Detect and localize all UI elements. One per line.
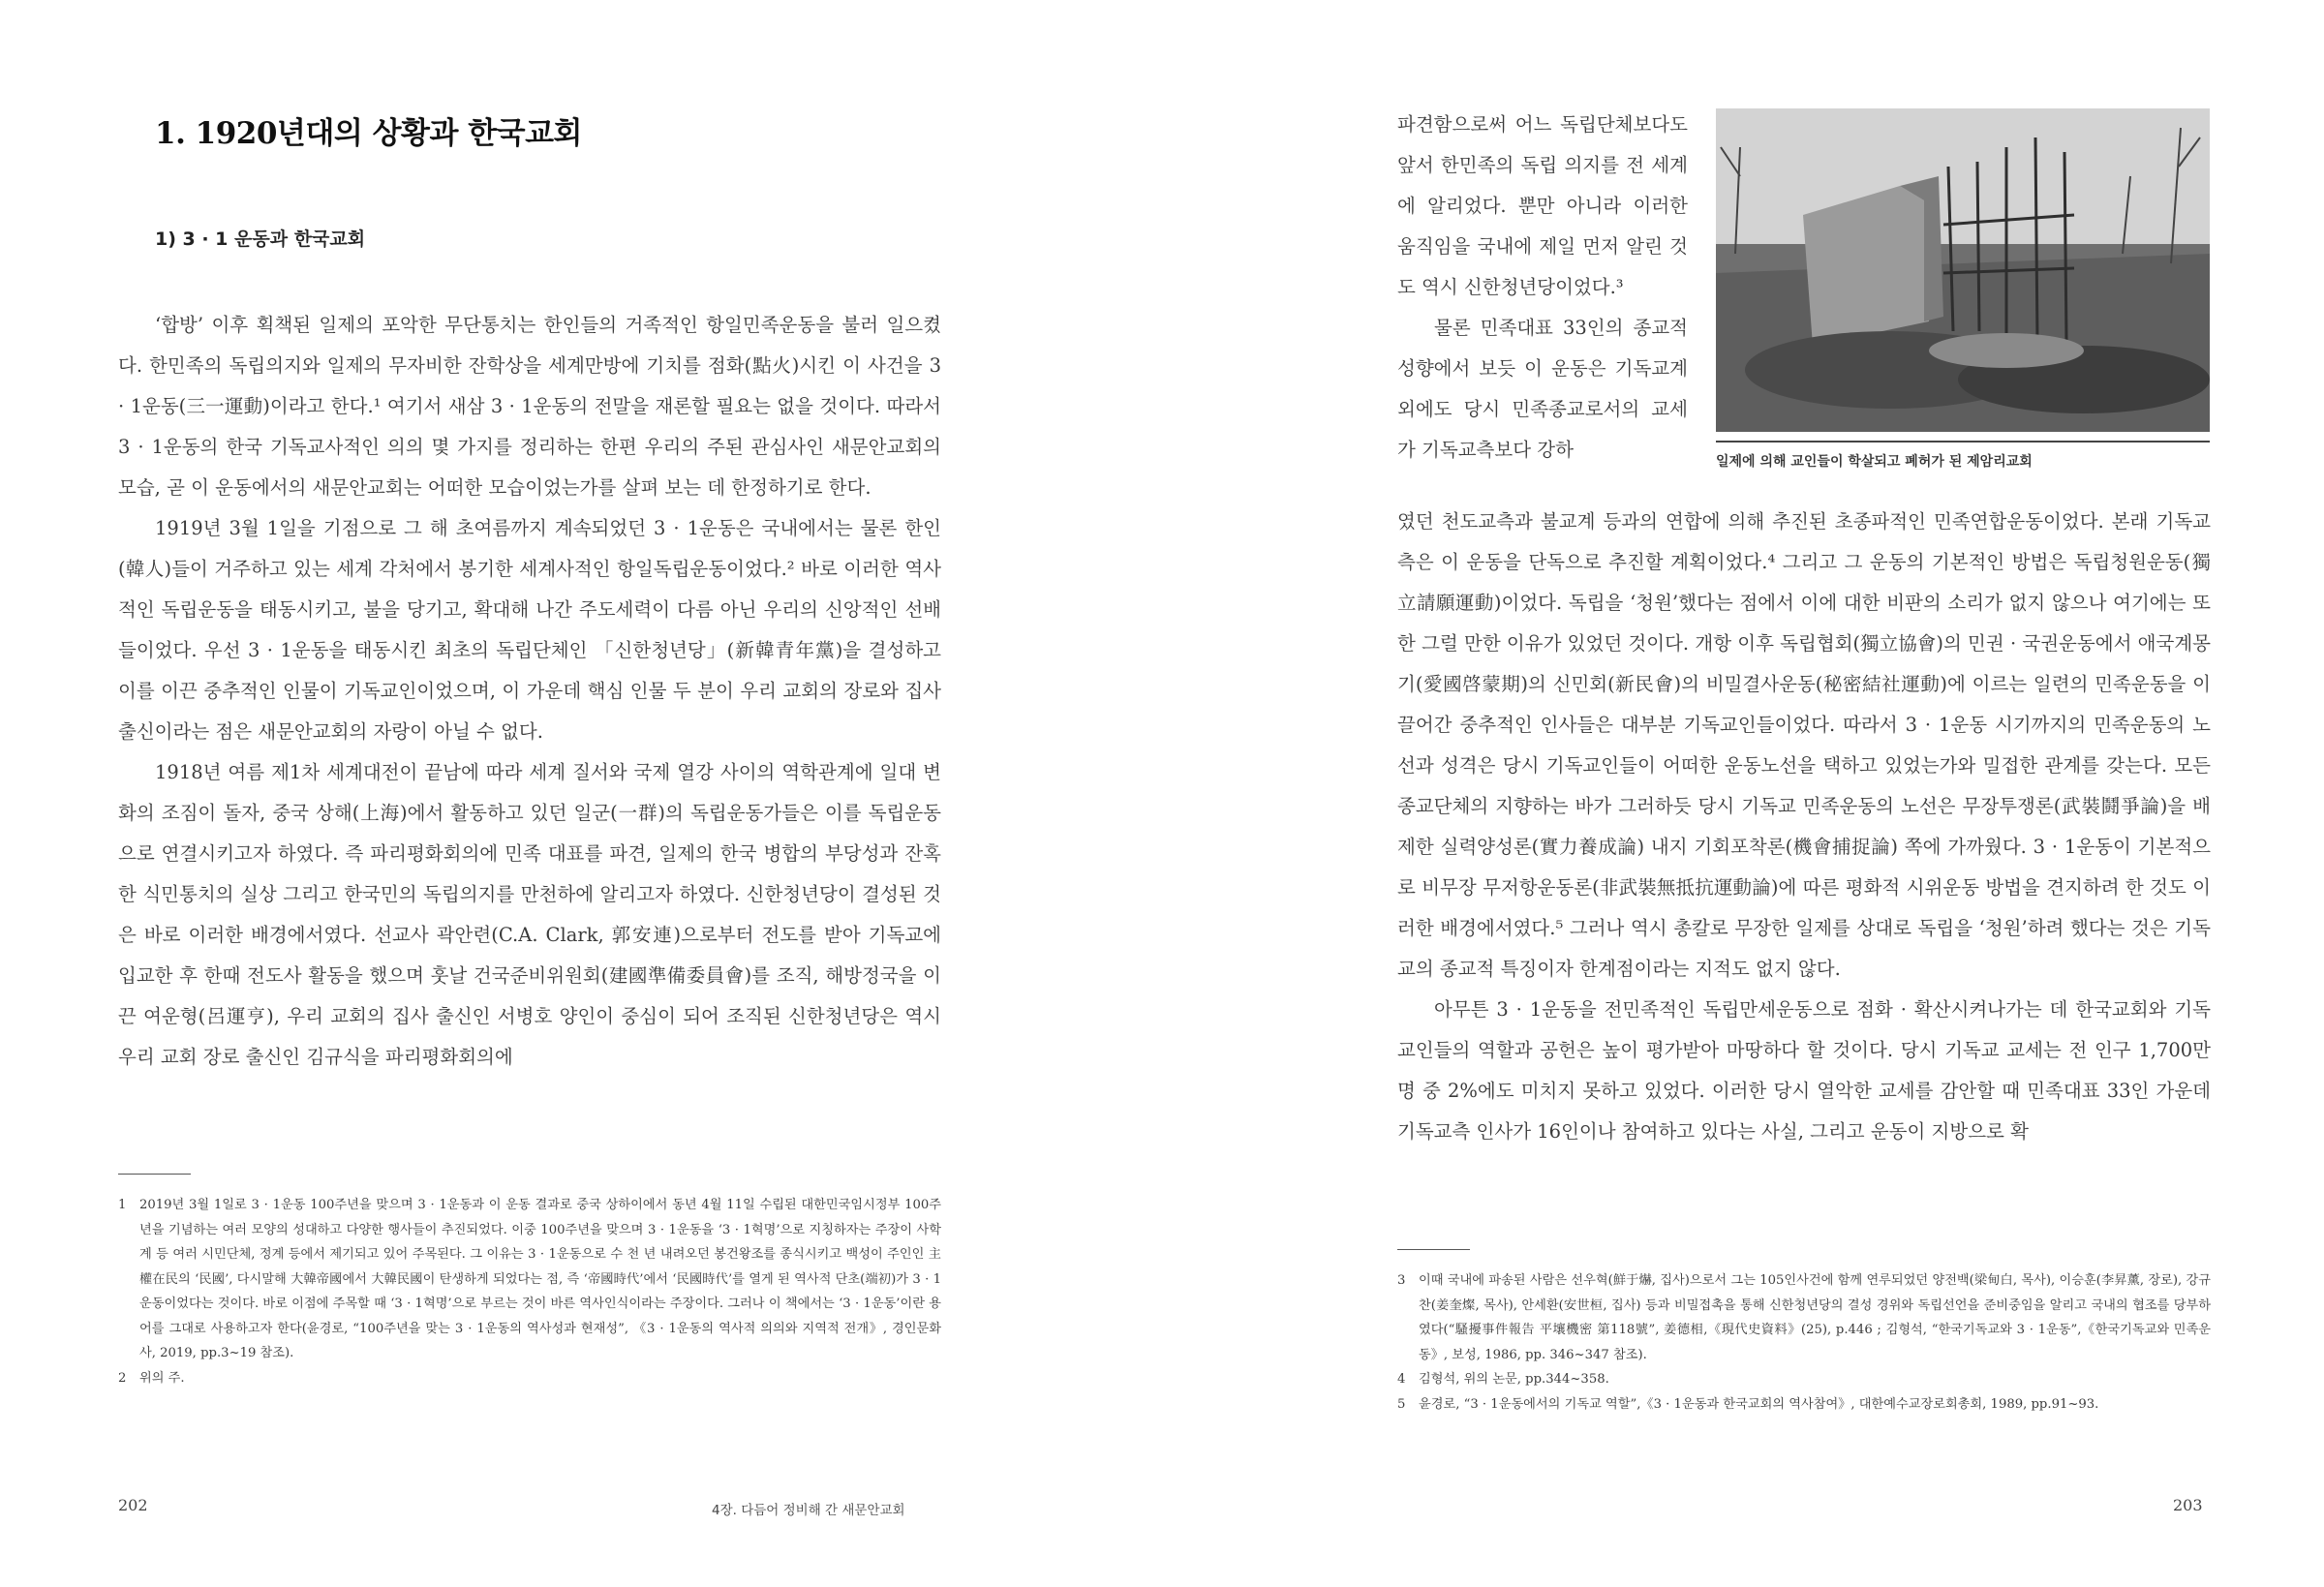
photo-illustration — [1716, 108, 2210, 432]
photo-caption: 일제에 의해 교인들이 학살되고 폐허가 된 제암리교회 — [1716, 454, 2033, 470]
footnote — [118, 1366, 941, 1391]
footnote-number: 2 — [118, 1370, 127, 1386]
paragraph: 아무튼 3 · 1운동을 전민족적인 독립만세운동으로 점화 · 확산시켜나가는 데 한국교회와 기독교인들의 역할과 공헌은 높이 평가받아 마땅하다 할 것이다. 당시 기독교 교세는 전 인구 1,700만 명 중 2%에도 미치지 못하고 있었다. 이러한 당시 열악한 교세를 감안할 때 민족대표 33인 가운데 기독교측 인사가 16인이나 참여하고 있다는 사실, 그리고 운동이 지방으로 확 — [1397, 998, 2211, 1143]
footnote-number: 3 — [1397, 1273, 1406, 1288]
paragraph: 1919년 3월 1일을 기점으로 그 해 초여름까지 계속되었던 3 · 1운동은 국내에서는 물론 한인(韓人)들이 거주하고 있는 세계 각처에서 봉기한 세계사적인 항일독립운동이었다.² 바로 이러한 역사적인 독립운동을 태동시키고, 불을 당기고, 확대해 나간 주도세력이 다름 아닌 우리의 신앙적인 선배들이었다. 우선 3 · 1운동을 태동시킨 최초의 독립단체인 「신한청년당」(新韓青年黨)을 결성하고 이를 이끈 중추적인 인물이 기독교인이었으며, 이 가운데 핵심 인물 두 분이 우리 교회의 장로와 집사 출신이라는 점은 새문안교회의 자랑이 아닐 수 없다. — [118, 517, 941, 743]
paragraph: 물론 민족대표 33인의 종교적 성향에서 보듯 이 운동은 기독교계 외에도 당시 민족종교로서의 교세가 기독교측보다 강하 — [1397, 317, 1688, 461]
left-footnotes — [118, 1193, 941, 1390]
chapter-title: 1. 1920년대의 상황과 한국교회 — [155, 116, 582, 151]
right-page — [1162, 0, 2324, 1587]
caption-divider — [1716, 441, 2210, 443]
paragraph: 였던 천도교측과 불교계 등과의 연합에 의해 추진된 초종파적인 민족연합운동이었다. 본래 기독교측은 이 운동을 단독으로 추진할 계획이었다.⁴ 그리고 그 운동의 기본적인 방법은 독립청원운동(獨立請願運動)이었다. 독립을 ‘청원’했다는 점에서 이에 대한 비판의 소리가 없지 않으나 여기에는 또한 그럴 만한 이유가 있었던 것이다. 개항 이후 독립협회(獨立協會)의 민권 · 국권운동에서 애국계몽기(愛國啓蒙期)의 신민회(新民會)의 비밀결사운동(秘密結社運動)에 이르는 일련의 민족운동을 이끌어간 중추적인 인사들은 대부분 기독교인들이었다. 따라서 3 · 1운동 시기까지의 민족운동의 노선과 성격은 당시 기독교인들이 어떠한 운동노선을 택하고 있었는가와 밀접한 관계를 갖는다. 모든 종교단체의 지향하는 바가 그러하듯 당시 기독교 민족운동의 노선은 무장투쟁론(武裝鬪爭論)을 배제한 실력양성론(實力養成論) 내지 기회포착론(機會捕捉論) 쪽에 가까웠다. 3 · 1운동이 기본적으로 비무장 무저항운동론(非武裝無抵抗運動論)에 따른 평화적 시위운동 방법을 견지하려 한 것도 이러한 배경에서였다.⁵ 그러나 역시 총칼로 무장한 일제를 상대로 독립을 ‘청원’하려 했다는 것은 기독교의 종교적 특징이자 한계점이라는 지적도 없지 않다. — [1397, 510, 2211, 980]
wrapped-text — [1397, 105, 1688, 471]
footnote — [1397, 1367, 2211, 1392]
left-body-text — [118, 305, 941, 1078]
running-head: 4장. 다듬어 정비해 간 새문안교회 — [712, 1503, 905, 1518]
footnote-text: 이때 국내에 파송된 사람은 선우혁(鮮于爀, 집사)으로서 그는 105인사건에 함께 연루되었던 양전백(梁甸白, 목사), 이승훈(李昇薰, 장로), 강규찬(姜奎燦, 목사), 안세환(安世桓, 집사) 등과 비밀접촉을 통해 신한청년당의 결성 경위와 독립선언을 준비중임을 알리고 국내의 협조를 당부하였다(“騷擾事件報告 平壤機密 第118號”, 姜德相,《現代史資料》(25), p.446 ; 김형석, “한국기독교와 3 · 1운동”,《한국기독교와 민족운동》, 보성, 1986, pp. 346~347 참조). — [1419, 1273, 2211, 1362]
footnote-number: 4 — [1397, 1372, 1406, 1387]
ruined-church-photo — [1716, 108, 2210, 432]
paragraph: 파견함으로써 어느 독립단체보다도 앞서 한민족의 독립 의지를 전 세계에 알리었다. 뿐만 아니라 이러한 움직임을 국내에 제일 먼저 알린 것도 역시 신한청년당이었다.³ — [1397, 113, 1688, 298]
footnote-text: 2019년 3월 1일로 3 · 1운동 100주년을 맞으며 3 · 1운동과 이 운동 결과로 중국 상하이에서 동년 4월 11일 수립된 대한민국임시정부 100주년을 기념하는 여러 모양의 성대하고 다양한 행사들이 추진되었다. 이중 100주년을 맞으며 3 · 1운동을 ‘3 · 1혁명’으로 지칭하자는 주장이 사학계 등 여러 시민단체, 정계 등에서 제기되고 있어 주목된다. 그 이유는 3 · 1운동으로 수 천 년 내려오던 봉건왕조를 종식시키고 백성이 주인인 主權在民의 ‘民國’, 다시말해 大韓帝國에서 大韓民國이 탄생하게 되었다는 점, 즉 ‘帝國時代’에서 ‘民國時代’를 열게 된 역사적 단초(端初)가 3 · 1운동이었다는 것이다. 바로 이점에 주목할 때 ‘3 · 1혁명’으로 부르는 것이 바른 역사인식이라는 주장이다. 그러나 이 책에서는 ‘3 · 1운동’이란 용어를 그대로 사용하고자 한다(윤경로, “100주년을 맞는 3 · 1운동의 역사성과 현재성”, 《3 · 1운동의 역사적 의의와 지역적 전개》, 경인문화사, 2019, pp.3~19 참조). — [139, 1198, 941, 1360]
footnote-text: 김형석, 위의 논문, pp.344~358. — [1419, 1372, 1609, 1387]
footnote — [118, 1193, 941, 1366]
footnote-number: 5 — [1397, 1396, 1406, 1412]
page-number: 203 — [2173, 1496, 2203, 1514]
footnote — [1397, 1268, 2211, 1367]
paragraph: ‘합방’ 이후 획책된 일제의 포악한 무단통치는 한인들의 거족적인 항일민족운동을 불러 일으켰다. 한민족의 독립의지와 일제의 무자비한 잔학상을 세계만방에 기치를 점화(點火)시킨 이 사건을 3 · 1운동(三一運動)이라고 한다.¹ 여기서 새삼 3 · 1운동의 전말을 재론할 필요는 없을 것이다. 따라서 3 · 1운동의 한국 기독교사적인 의의 몇 가지를 정리하는 한편 우리의 주된 관심사인 새문안교회의 모습, 곧 이 운동에서의 새문안교회는 어떠한 모습이었는가를 살펴 보는 데 한정하기로 한다. — [118, 314, 941, 499]
page-number: 202 — [118, 1496, 148, 1514]
footnote-divider — [1397, 1249, 1470, 1250]
footnote — [1397, 1392, 2211, 1418]
footnote-divider — [118, 1174, 191, 1175]
footnote-number: 1 — [118, 1198, 127, 1212]
right-footnotes — [1397, 1268, 2211, 1417]
footnote-text: 위의 주. — [139, 1370, 185, 1386]
section-title: 1) 3 · 1 운동과 한국교회 — [155, 229, 366, 250]
right-body-text — [1397, 502, 2211, 1152]
footnote-text: 윤경로, “3 · 1운동에서의 기독교 역할”,《3 · 1운동과 한국교회의 역사참여》, 대한예수교장로회총회, 1989, pp.91~93. — [1419, 1396, 2099, 1412]
paragraph: 1918년 여름 제1차 세계대전이 끝남에 따라 세계 질서와 국제 열강 사이의 역학관계에 일대 변화의 조짐이 돌자, 중국 상해(上海)에서 활동하고 있던 일군(一群)의 독립운동가들은 이를 독립운동으로 연결시키고자 하였다. 즉 파리평화회의에 민족 대표를 파견, 일제의 한국 병합의 부당성과 잔혹한 식민통치의 실상 그리고 한국민의 독립의지를 만천하에 알리고자 하였다. 신한청년당이 결성된 것은 바로 이러한 배경에서였다. 선교사 곽안련(C.A. Clark, 郭安連)으로부터 전도를 받아 기독교에 입교한 후 한때 전도사 활동을 했으며 훗날 건국준비위원회(建國準備委員會)를 조직, 해방정국을 이끈 여운형(呂運亨), 우리 교회의 집사 출신인 서병호 양인이 중심이 되어 조직된 신한청년당은 역시 우리 교회 장로 출신인 김규식을 파리평화회의에 — [118, 761, 941, 1068]
